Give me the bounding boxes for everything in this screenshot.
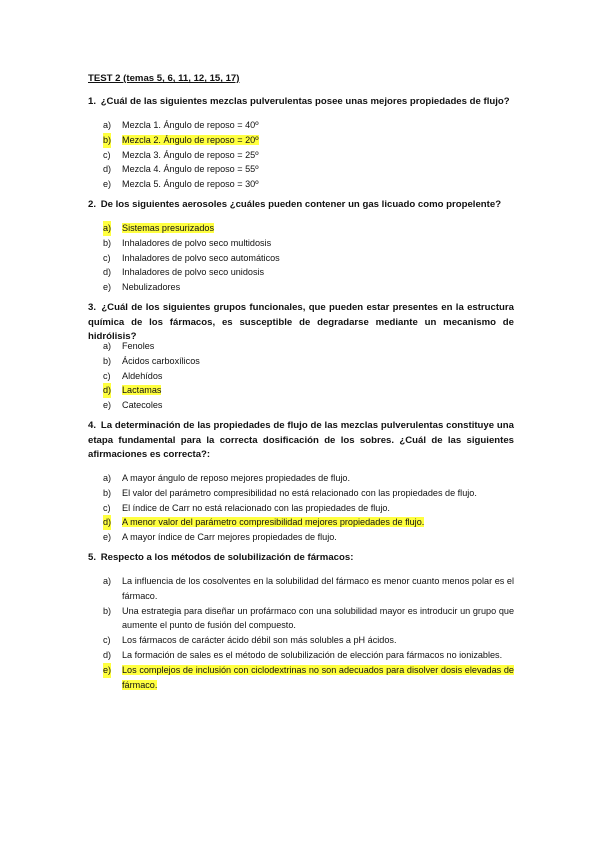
question-2-options <box>103 221 514 295</box>
option-1c[interactable] <box>103 148 514 163</box>
option-text: Sistemas presurizados <box>122 223 214 233</box>
option-text: A mayor índice de Carr mejores propiedades de flujo. <box>122 532 337 543</box>
option-text: Ácidos carboxílicos <box>122 355 200 366</box>
question-5 <box>88 551 514 566</box>
option-text: Mezcla 5. Ángulo de reposo = 30º <box>122 179 259 190</box>
option-text: Aldehídos <box>122 370 163 381</box>
option-text: Lactamas <box>122 385 162 396</box>
option-5c[interactable] <box>103 633 514 648</box>
option-4b[interactable] <box>103 486 514 501</box>
option-3a[interactable] <box>103 339 514 354</box>
question-number: 4. <box>88 420 97 431</box>
option-letter: b) <box>103 355 112 366</box>
option-4c[interactable] <box>103 501 514 516</box>
option-letter: a) <box>103 120 112 130</box>
option-letter: c) <box>103 502 111 513</box>
option-3c[interactable] <box>103 369 514 384</box>
option-text: Los fármacos de carácter ácido débil son más solubles a pH ácidos. <box>122 635 397 646</box>
option-letter: d) <box>103 515 111 530</box>
question-1 <box>88 95 514 110</box>
option-letter: d) <box>103 164 112 175</box>
question-text: Respecto a los métodos de solubilización de fármacos: <box>100 552 354 563</box>
question-text: De los siguientes aerosoles ¿cuáles pueden contener un gas licuado como propelente? <box>100 199 502 210</box>
question-4-options <box>103 471 514 545</box>
option-text: Inhaladores de polvo seco multidosis <box>122 237 272 248</box>
option-1e[interactable] <box>103 177 514 192</box>
option-letter: a) <box>103 473 112 483</box>
option-text: El índice de Carr no está relacionado con las propiedades de flujo. <box>122 502 390 513</box>
option-letter: a) <box>103 341 112 351</box>
option-text: A menor valor del parámetro compresibilidad mejores propiedades de flujo. <box>122 517 425 528</box>
option-1b-highlighted[interactable] <box>103 133 514 148</box>
option-2b[interactable] <box>103 236 514 251</box>
option-letter: a) <box>103 576 112 586</box>
option-text: La formación de sales es el método de solubilización de elección para fármacos no ionizables. <box>122 649 503 660</box>
question-number: 2. <box>88 199 97 210</box>
option-text: Una estrategia para diseñar un profármaco con una solubilidad mayor es introducir un grupo que aumente el punto de fusión del compuesto. <box>122 605 514 631</box>
option-4a[interactable] <box>103 471 514 486</box>
option-text: Mezcla 3. Ángulo de reposo = 25º <box>122 149 259 160</box>
option-letter: b) <box>103 133 111 148</box>
option-1d[interactable] <box>103 162 514 177</box>
question-4 <box>88 419 514 463</box>
option-3d-highlighted[interactable] <box>103 383 514 398</box>
question-2 <box>88 198 514 213</box>
option-text: Los complejos de inclusión con ciclodextrinas no son adecuados para disolver dosis elevadas de fármaco. <box>122 664 514 690</box>
option-text: A mayor ángulo de reposo mejores propiedades de flujo. <box>122 473 350 483</box>
option-letter: a) <box>103 221 111 236</box>
option-letter: c) <box>103 149 111 160</box>
option-1a[interactable] <box>103 118 514 133</box>
option-5b[interactable] <box>103 604 514 634</box>
option-text: La influencia de los cosolventes en la solubilidad del fármaco es menor cuanto menos polar es el fármaco. <box>122 576 514 601</box>
option-2a-highlighted[interactable] <box>103 221 514 236</box>
option-text: Mezcla 1. Ángulo de reposo = 40º <box>122 120 259 130</box>
option-text: Mezcla 4. Ángulo de reposo = 55º <box>122 164 259 175</box>
option-2e[interactable] <box>103 280 514 295</box>
option-letter: d) <box>103 267 112 278</box>
option-3e[interactable] <box>103 398 514 413</box>
option-3b[interactable] <box>103 354 514 369</box>
option-letter: d) <box>103 383 111 398</box>
option-letter: b) <box>103 237 112 248</box>
option-text: Inhaladores de polvo seco unidosis <box>122 267 265 278</box>
option-5e-highlighted[interactable] <box>103 663 514 693</box>
option-letter: b) <box>103 487 112 498</box>
option-5a[interactable] <box>103 574 514 604</box>
option-letter: e) <box>103 400 112 411</box>
option-5d[interactable] <box>103 648 514 663</box>
question-1-options <box>103 118 514 192</box>
question-5-options <box>103 574 514 692</box>
test-title: TEST 2 (temas 5, 6, 11, 12, 15, 17) <box>88 73 240 84</box>
option-letter: c) <box>103 252 111 263</box>
option-4d-highlighted[interactable] <box>103 515 514 530</box>
question-number: 3. <box>88 302 97 313</box>
question-text: ¿Cuál de los siguientes grupos funcionales, que pueden estar presentes en la estructura química de los fármacos, es susceptible de degradarse mediante un mecanismo de hidrólisis? <box>88 302 514 343</box>
option-letter: b) <box>103 605 112 616</box>
option-text: Fenoles <box>122 341 155 351</box>
option-text: Mezcla 2. Ángulo de reposo = 20º <box>122 134 259 145</box>
option-text: Nebulizadores <box>122 282 181 293</box>
question-text: ¿Cuál de las siguientes mezclas pulverulentas posee unas mejores propiedades de flujo? <box>100 96 510 107</box>
option-letter: d) <box>103 649 112 660</box>
option-letter: e) <box>103 532 112 543</box>
option-text: Inhaladores de polvo seco automáticos <box>122 252 280 263</box>
option-letter: c) <box>103 635 111 646</box>
option-4e[interactable] <box>103 530 514 545</box>
option-letter: e) <box>103 282 112 293</box>
option-text: El valor del parámetro compresibilidad no está relacionado con las propiedades de flujo. <box>122 487 477 498</box>
option-letter: c) <box>103 370 111 381</box>
option-2c[interactable] <box>103 251 514 266</box>
question-text: La determinación de las propiedades de flujo de las mezclas pulverulentas constituye una etapa fundamental para la correcta dosificación de los sobres. ¿Cuál de las siguientes afirmaciones es correcta?: <box>88 420 514 461</box>
question-number: 5. <box>88 552 97 563</box>
option-letter: e) <box>103 179 112 190</box>
option-2d[interactable] <box>103 265 514 280</box>
question-3-options <box>103 339 514 413</box>
option-letter: e) <box>103 663 111 678</box>
question-number: 1. <box>88 96 97 107</box>
option-text: Catecoles <box>122 400 163 411</box>
